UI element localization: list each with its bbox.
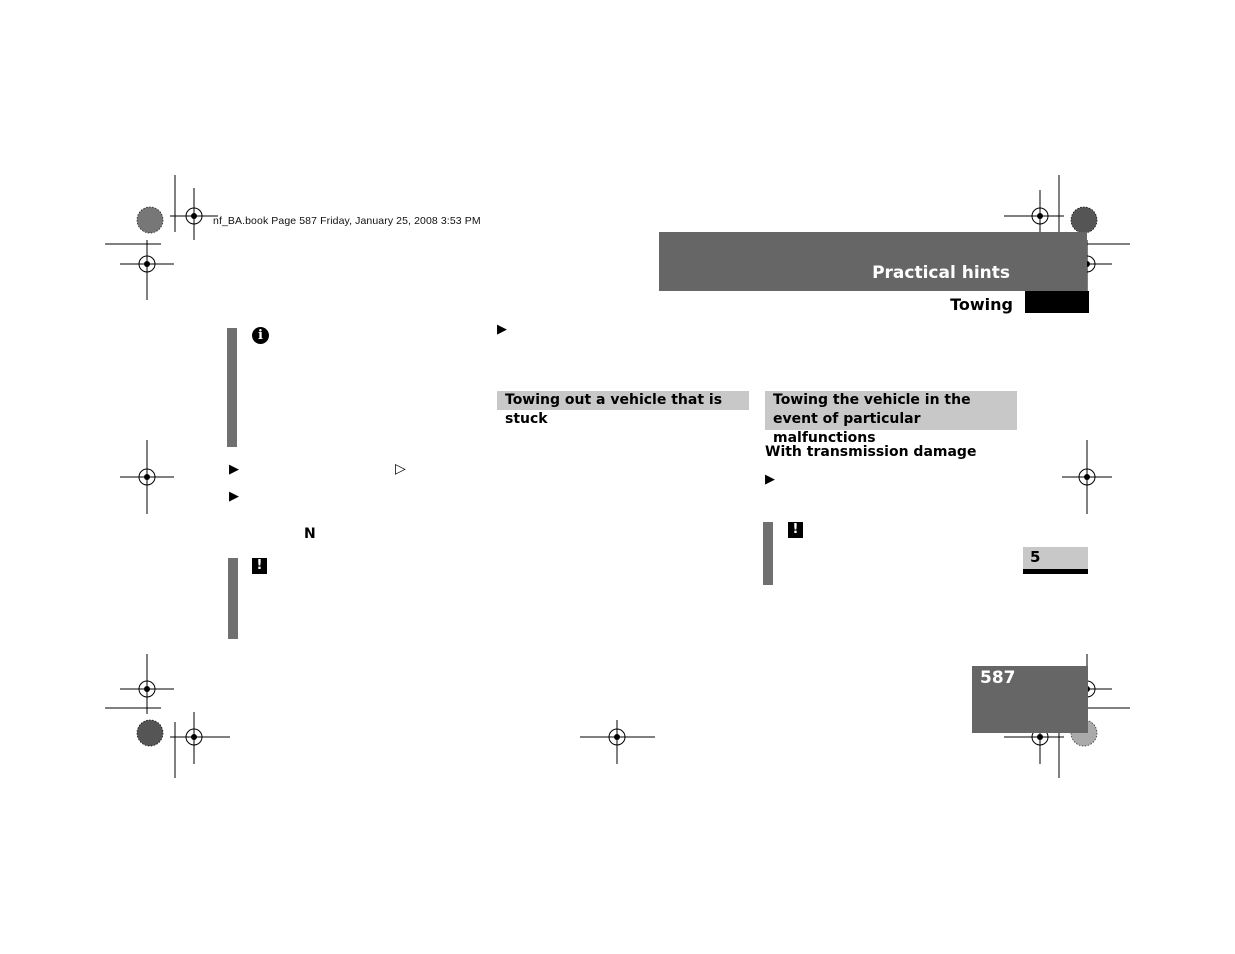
section-title: Practical hints [872, 263, 1010, 283]
warning-icon: ! [788, 522, 803, 538]
bullet-arrow-icon: ▶ [497, 322, 507, 337]
info-note-bar [227, 328, 237, 447]
warning-note-bar [763, 522, 773, 585]
warning-note-bar [228, 558, 238, 639]
sub-section-tab [1025, 291, 1089, 313]
sub-section-title: Towing [950, 295, 1013, 314]
section-heading: Towing the vehicle in the event of particular malfunctions [765, 391, 1017, 430]
subheading: With transmission damage [765, 444, 977, 460]
bullet-arrow-icon: ▶ [765, 472, 775, 487]
outline-triangle-icon: ▷ [395, 461, 406, 477]
page-number: 587 [980, 668, 1016, 688]
book-meta-line: nf_BA.book Page 587 Friday, January 25, 2008 3:53 PM [213, 215, 481, 227]
info-icon: i [252, 327, 269, 344]
chapter-number: 5 [1030, 548, 1041, 566]
section-heading: Towing out a vehicle that is stuck [497, 391, 749, 410]
gear-letter: N [304, 526, 316, 542]
bullet-arrow-icon: ▶ [229, 462, 239, 477]
warning-icon: ! [252, 558, 267, 574]
bullet-arrow-icon: ▶ [229, 489, 239, 504]
